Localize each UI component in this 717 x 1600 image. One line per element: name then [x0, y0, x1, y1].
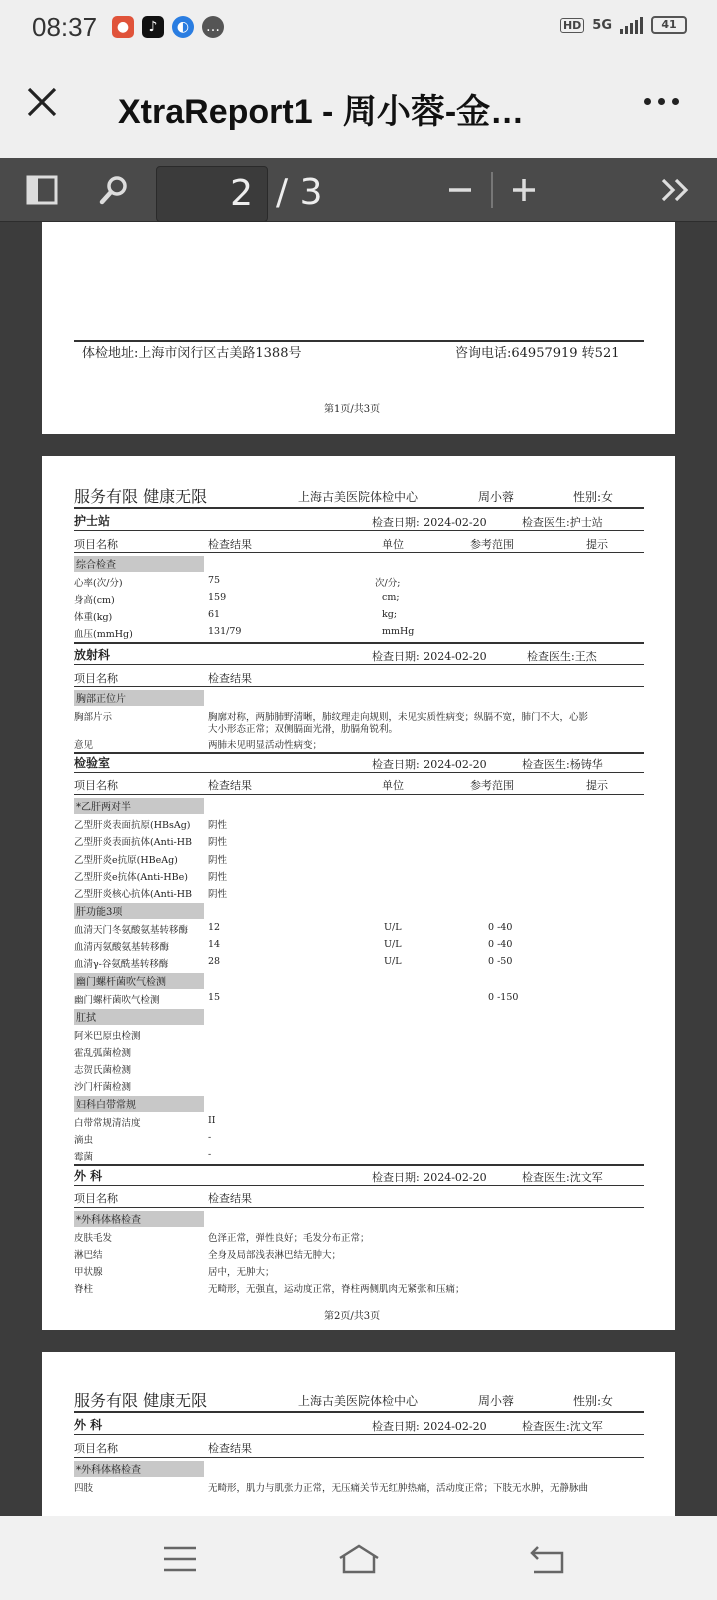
item-name: 乙型肝炎核心抗体(Anti-HB: [74, 889, 193, 900]
exam-date: 检查日期: 2024-02-20: [372, 1171, 487, 1184]
item-range: 0 -40: [488, 939, 513, 950]
col-item: 项目名称: [74, 1192, 118, 1205]
item-result: 159: [208, 592, 227, 603]
item-result: 15: [208, 992, 221, 1003]
toolbar-divider: [491, 172, 493, 208]
pdf-page-3: [42, 1352, 675, 1516]
signal-icon: [620, 16, 643, 34]
group-label: *乙肝两对半: [74, 798, 204, 814]
item-result: 色泽正常，弹性良好；毛发分布正常；: [208, 1233, 370, 1244]
dept-radiology: 放射科: [74, 648, 111, 662]
item-name: 身高(cm): [74, 595, 115, 606]
divider: [74, 1207, 644, 1208]
item-name: 甲状腺: [74, 1267, 103, 1278]
item-name: 四肢: [74, 1483, 94, 1494]
col-range: 参考范围: [470, 538, 514, 551]
item-result: 无畸形，无强直，运动度正常，脊柱两侧肌肉无紧张和压痛；: [208, 1284, 465, 1295]
item-name: 乙型肝炎表面抗体(Anti-HB: [74, 837, 193, 848]
item-name: 霉菌: [74, 1152, 94, 1163]
divider: [74, 507, 644, 509]
item-name: 滴虫: [74, 1135, 94, 1146]
group-label: 幽门螺杆菌吹气检测: [74, 973, 204, 989]
item-name: 血压(mmHg): [74, 629, 133, 640]
col-unit: 单位: [382, 538, 404, 551]
page-number-input[interactable]: 2: [156, 166, 268, 222]
item-range: 0 -40: [488, 922, 513, 933]
item-unit: U/L: [384, 922, 402, 933]
exam-doctor: 检查医生:沈文军: [522, 1420, 603, 1433]
exam-date: 检查日期: 2024-02-20: [372, 650, 487, 663]
dept-nurse: 护士站: [74, 514, 111, 528]
dept-surgery: 外 科: [74, 1418, 103, 1432]
col-item: 项目名称: [74, 538, 118, 551]
item-name: 志贺氏菌检测: [74, 1065, 132, 1076]
group-label: *外科体格检查: [74, 1461, 204, 1477]
item-name: 脊柱: [74, 1284, 94, 1295]
exam-doctor: 检查医生:沈文军: [522, 1171, 603, 1184]
exam-date: 检查日期: 2024-02-20: [372, 758, 487, 771]
group-label: 妇科白带常规: [74, 1096, 204, 1112]
browser-icon: ◐: [172, 16, 194, 38]
exam-doctor: 检查医生:护士站: [522, 516, 603, 529]
consult-phone: 咨询电话:64957919 转521: [455, 346, 620, 361]
hospital-name: 上海古美医院体检中心: [298, 490, 419, 504]
item-unit: cm;: [382, 592, 400, 603]
item-result: 阴性: [208, 855, 228, 866]
col-item: 项目名称: [74, 779, 118, 792]
system-nav-bar: [0, 1516, 717, 1600]
exam-address: 体检地址:上海市闵行区古美路1388号: [82, 346, 302, 361]
network-label: 5G: [592, 17, 612, 33]
item-result: 阴性: [208, 872, 228, 883]
notification-icons: [112, 16, 224, 38]
pdf-viewer[interactable]: [0, 222, 717, 1516]
battery-level: 41: [661, 18, 677, 31]
item-name: 沙门杆菌检测: [74, 1082, 132, 1093]
item-result: 阴性: [208, 820, 228, 831]
group-label: 综合检查: [74, 556, 204, 572]
item-result: 无畸形，肌力与肌张力正常，无压痛关节无红肿热痛，活动度正常；下肢无水肿，无静脉曲: [208, 1483, 589, 1494]
dept-surgery: 外 科: [74, 1169, 103, 1183]
zoom-in-button[interactable]: [504, 170, 544, 210]
item-name: 血清丙氨酸氨基转移酶: [74, 942, 170, 953]
item-name: 皮肤毛发: [74, 1233, 113, 1244]
report-slogan: 服务有限 健康无限: [74, 1391, 208, 1410]
item-name: 胸部片示: [74, 712, 113, 723]
item-unit: mmHg: [382, 626, 415, 637]
page-footer: 第2页/共3页: [324, 1311, 381, 1322]
divider: [74, 1457, 644, 1458]
exam-doctor: 检查医生:杨铸华: [522, 758, 603, 771]
divider: [74, 1164, 644, 1166]
group-label: 肛拭: [74, 1009, 204, 1025]
item-range: 0 -50: [488, 956, 513, 967]
hospital-name: 上海古美医院体检中心: [298, 1394, 419, 1408]
close-icon[interactable]: [26, 86, 58, 118]
report-slogan: 服务有限 健康无限: [74, 487, 208, 506]
item-result: 75: [208, 575, 221, 586]
exam-doctor: 检查医生:王杰: [527, 650, 597, 663]
patient-gender: 性别:女: [573, 490, 614, 504]
double-chevron-right-icon: [660, 177, 692, 203]
item-name: 意见: [74, 740, 94, 751]
divider: [74, 772, 644, 773]
item-result: 全身及局部浅表淋巴结无肿大；: [208, 1250, 342, 1261]
pdf-page-2: [42, 456, 675, 1330]
item-name: 体重(kg): [74, 612, 113, 623]
group-label: 肝功能3项: [74, 903, 204, 919]
zoom-out-button[interactable]: [440, 170, 480, 210]
divider: [74, 1411, 644, 1413]
divider: [74, 794, 644, 795]
more-options-icon[interactable]: [644, 98, 679, 105]
exam-date: 检查日期: 2024-02-20: [372, 1420, 487, 1433]
item-result: 28: [208, 956, 221, 967]
item-result: -: [208, 1149, 212, 1160]
item-name: 乙型肝炎表面抗原(HBsAg): [74, 820, 191, 831]
item-result: 居中，无肿大；: [208, 1267, 275, 1278]
divider: [74, 664, 644, 665]
col-result: 检查结果: [208, 1442, 252, 1455]
item-result-cont: 大小形态正常；双侧膈面光滑，肋膈角锐利。: [208, 724, 399, 735]
item-result: 胸廓对称，两肺肺野清晰，肺纹理走向规则，未见实质性病变；纵膈不宽，肺门不大，心影: [208, 712, 589, 723]
item-name: 阿米巴原虫检测: [74, 1031, 141, 1042]
item-unit: kg;: [382, 609, 398, 620]
more-tools-button[interactable]: [656, 170, 696, 210]
item-name: 白带常规清洁度: [74, 1118, 141, 1129]
divider: [74, 552, 644, 553]
col-item: 项目名称: [74, 1442, 118, 1455]
item-name: 乙型肝炎e抗体(Anti-HBe): [74, 872, 188, 883]
item-unit: U/L: [384, 939, 402, 950]
tiktok-icon: ♪: [142, 16, 164, 38]
status-bar: [0, 0, 717, 58]
col-hint: 提示: [586, 538, 608, 551]
item-result: 12: [208, 922, 221, 933]
item-result: 阴性: [208, 837, 228, 848]
system-icons: [560, 16, 687, 34]
col-result: 检查结果: [208, 672, 252, 685]
col-result: 检查结果: [208, 538, 252, 551]
item-result: II: [208, 1115, 216, 1126]
home-icon[interactable]: [336, 1542, 382, 1576]
battery-icon: [651, 16, 687, 34]
menu-icon[interactable]: [160, 1542, 200, 1576]
col-range: 参考范围: [470, 779, 514, 792]
item-unit: 次/分;: [375, 578, 401, 589]
item-name: 血清天门冬氨酸氨基转移酶: [74, 925, 189, 936]
pdf-page-1: [42, 222, 675, 434]
item-name: 淋巴结: [74, 1250, 103, 1261]
search-button[interactable]: [94, 170, 134, 210]
col-result: 检查结果: [208, 779, 252, 792]
divider: [74, 642, 644, 644]
item-result: 131/79: [208, 626, 242, 637]
back-icon[interactable]: [528, 1542, 568, 1576]
item-result: 14: [208, 939, 221, 950]
pdf-toolbar: [0, 158, 717, 222]
search-icon: [98, 174, 130, 206]
divider: [74, 1434, 644, 1435]
col-item: 项目名称: [74, 672, 118, 685]
item-name: 乙型肝炎e抗原(HBeAg): [74, 855, 178, 866]
item-result: -: [208, 1132, 212, 1143]
message-icon: …: [202, 16, 224, 38]
dept-lab: 检验室: [74, 756, 111, 770]
patient-name: 周小蓉: [478, 1394, 515, 1408]
divider: [74, 1185, 644, 1186]
group-label: *外科体格检查: [74, 1211, 204, 1227]
item-name: 心率(次/分): [74, 578, 123, 589]
title-bar: [0, 58, 717, 158]
group-label: 胸部正位片: [74, 690, 204, 706]
sidebar-toggle-button[interactable]: [22, 170, 62, 210]
item-result: 两肺未见明显活动性病变；: [208, 740, 323, 751]
divider: [74, 530, 644, 531]
app-notification-icon: ●: [112, 16, 134, 38]
sidebar-icon: [26, 175, 58, 205]
divider: [74, 752, 644, 754]
status-time: 08:37: [32, 12, 98, 42]
plus-icon: [511, 177, 537, 203]
col-result: 检查结果: [208, 1192, 252, 1205]
exam-date: 检查日期: 2024-02-20: [372, 516, 487, 529]
total-pages: / 3: [276, 172, 323, 213]
divider: [74, 686, 644, 687]
item-range: 0 -150: [488, 992, 519, 1003]
item-unit: U/L: [384, 956, 402, 967]
document-title: XtraReport1 - 周小蓉-金…: [118, 93, 525, 131]
page-footer: 第1页/共3页: [324, 404, 381, 415]
hd-icon: HD: [560, 18, 584, 33]
col-hint: 提示: [586, 779, 608, 792]
patient-gender: 性别:女: [573, 1394, 614, 1408]
col-unit: 单位: [382, 779, 404, 792]
item-result: 61: [208, 609, 221, 620]
minus-icon: [447, 177, 473, 203]
item-result: 阴性: [208, 889, 228, 900]
item-name: 血清γ-谷氨酰基转移酶: [74, 959, 169, 970]
patient-name: 周小蓉: [478, 490, 515, 504]
item-name: 幽门螺杆菌吹气检测: [74, 995, 160, 1006]
item-name: 霍乱弧菌检测: [74, 1048, 132, 1059]
